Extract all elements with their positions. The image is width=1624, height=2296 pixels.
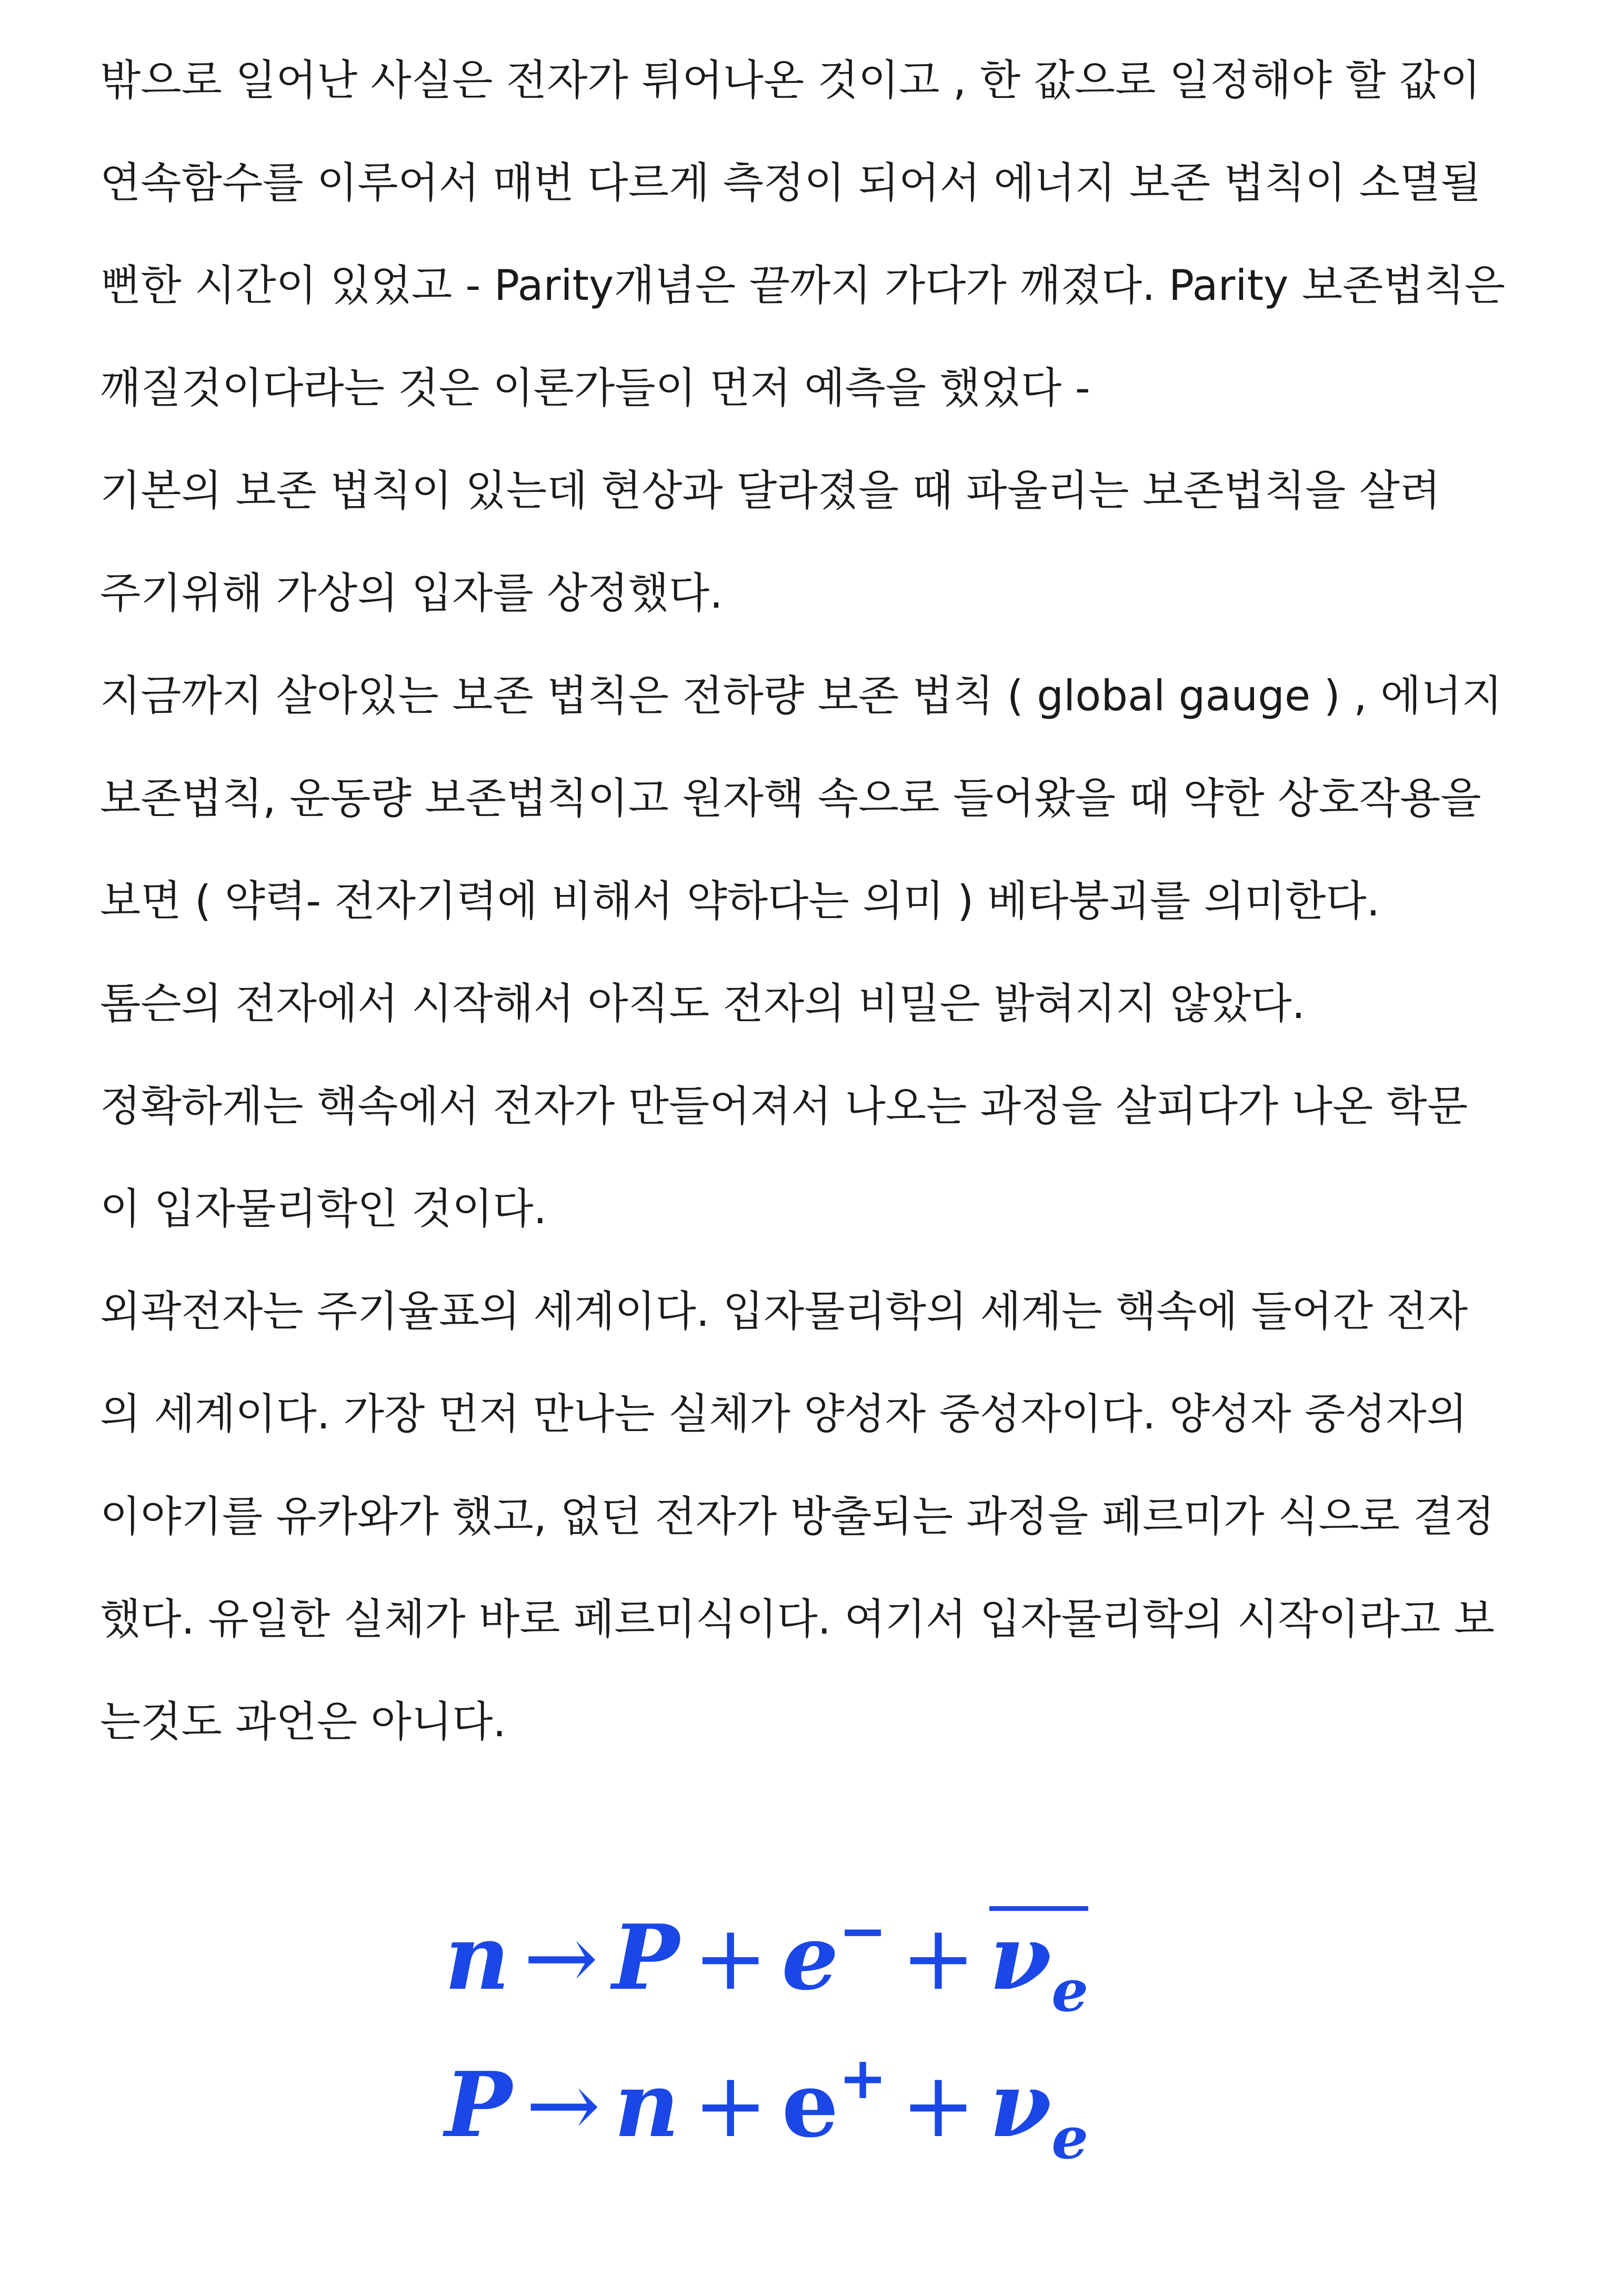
eq2-term1: n (614, 2052, 679, 2158)
eq2-term3-sub: e (1051, 2104, 1089, 2172)
text-line-1: 밖으로 일어난 사실은 전자가 튀어나온 것이고 , 한 값으로 일정해야 할 값이 (100, 56, 1481, 105)
text-line-17: 는것도 과언은 아니다. (100, 1697, 506, 1746)
text-line-15: 이야기를 유카와가 했고, 없던 전자가 방출되는 과정을 페르미가 식으로 결정 (100, 1492, 1495, 1541)
text-line-14: 의 세계이다. 가장 먼저 만나는 실체가 양성자 중성자이다. 양성자 중성자의 (100, 1389, 1468, 1438)
text-line-12: 이 입자물리학인 것이다. (100, 1184, 547, 1233)
eq1-arrow: → (523, 1906, 599, 2010)
text-line-3: 뻔한 시간이 있었고 - Parity개념은 끝까지 가다가 깨졌다. Parity 보존법칙은 (100, 261, 1506, 310)
text-line-13: 외곽전자는 주기율표의 세계이다. 입자물리학의 세계는 핵속에 들어간 전자 (100, 1287, 1468, 1336)
eq1-lhs: n (445, 1905, 510, 2010)
eq2-term3: ν (989, 2052, 1052, 2158)
beta-minus-equation (445, 1878, 1088, 2036)
text-line-11: 정확하게는 핵속에서 전자가 만들어져서 나오는 과정을 살피다가 나온 학문 (100, 1082, 1468, 1131)
text-line-5: 기본의 보존 법칙이 있는데 현상과 달라졌을 때 파울리는 보존법칙을 살려 (100, 466, 1441, 515)
text-line-10: 톰슨의 전자에서 시작해서 아직도 전자의 비밀은 밝혀지지 않았다. (100, 979, 1305, 1028)
text-line-7: 지금까지 살아있는 보존 법칙은 전하량 보존 법칙 ( global gauge ) , 에너지 (100, 671, 1502, 720)
beta-decay-equations (0, 1852, 1624, 2220)
eq1-plus-1: + (693, 1906, 768, 2010)
eq1-term1: P (612, 1905, 679, 2010)
eq2-term2-sup: + (838, 2044, 887, 2112)
eq1-antineutrino (989, 1906, 1088, 2036)
beta-plus-equation (445, 2026, 1088, 2191)
text-line-4: 깨질것이다라는 것은 이론가들이 먼저 예측을 했었다 - (100, 364, 1090, 412)
eq1-plus-2: + (900, 1906, 976, 2010)
eq1-term3-sub: e (1051, 1957, 1089, 2025)
eq1-term2: e (781, 1905, 839, 2010)
eq1-term3: ν (989, 1905, 1052, 2010)
text-line-8: 보존법칙, 운동량 보존법칙이고 원자핵 속으로 들어왔을 때 약한 상호작용을 (100, 774, 1481, 823)
eq2-plus-2: + (900, 2053, 976, 2158)
text-line-16: 했다. 유일한 실체가 바로 페르미식이다. 여기서 입자물리학의 시작이라고 보 (100, 1595, 1495, 1644)
eq2-term2: e (781, 2052, 839, 2158)
eq2-lhs: P (445, 2052, 512, 2158)
eq2-arrow: → (525, 2053, 601, 2158)
text-line-2: 연속함수를 이루어서 매번 다르게 측정이 되어서 에너지 보존 법칙이 소멸될 (100, 158, 1481, 207)
eq2-plus-1: + (693, 2053, 768, 2158)
text-line-6: 주기위해 가상의 입자를 상정했다. (100, 569, 723, 618)
eq1-term2-sup: − (838, 1897, 887, 1965)
text-line-9: 보면 ( 약력- 전자기력에 비해서 약하다는 의미 ) 베타붕괴를 의미한다. (100, 877, 1380, 925)
